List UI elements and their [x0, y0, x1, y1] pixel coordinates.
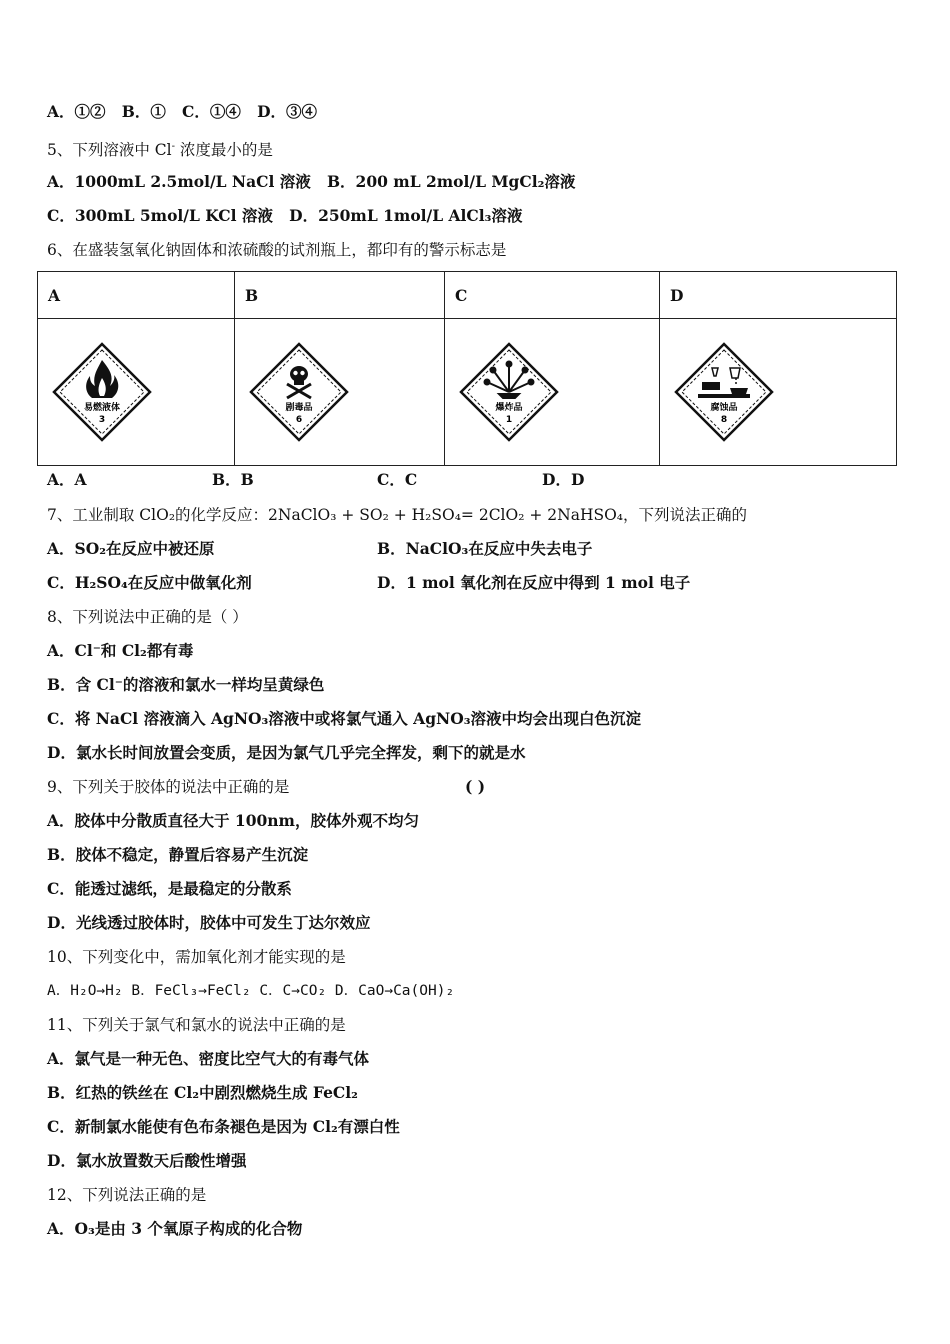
- table-header-b: B: [235, 272, 445, 319]
- q11-option-c: C．新制氯水能使有色布条褪色是因为 Cl₂有漂白性: [47, 1117, 400, 1136]
- table-header-a: A: [38, 272, 235, 319]
- q11-stem: 11、下列关于氯气和氯水的说法中正确的是: [47, 1016, 346, 1034]
- explosive-sign: [459, 342, 559, 442]
- flammable-liquid-sign: [52, 342, 152, 442]
- q10-options: A．H₂O→H₂ B．FeCl₃→FeCl₂ C．C→CO₂ D．CaO→Ca(OH)₂: [47, 983, 455, 999]
- q5-options-cd: [47, 206, 522, 226]
- q7-option-b: B．NaClO₃在反应中失去电子: [377, 539, 593, 558]
- q6-options: [47, 470, 707, 490]
- q8-option-c: C．将 NaCl 溶液滴入 AgNO₃溶液中或将氯气通入 AgNO₃溶液中均会出现白色沉淀: [47, 709, 642, 728]
- toxic-sign: [249, 342, 349, 442]
- warning-sign-table: [37, 271, 897, 466]
- q9-option-d: D．光线透过胶体时，胶体中可发生丁达尔效应: [47, 913, 371, 932]
- q5-option-d: D．250mL 1mol/L AlCl₃溶液: [289, 206, 523, 225]
- q5-stem-pre: 5、下列溶液中 Cl: [47, 141, 172, 160]
- q4-options: [47, 102, 317, 122]
- q4-option-a: A．①②: [47, 102, 106, 121]
- q5-option-b: B．200 mL 2mol/L MgCl₂溶液: [326, 172, 576, 191]
- q8-option-a: A．Cl⁻和 Cl₂都有毒: [47, 641, 194, 660]
- q10-stem: 10、下列变化中，需加氧化剂才能实现的是: [47, 948, 346, 966]
- sign-label: 易燃液体: [83, 403, 121, 413]
- q12-option-a: A．O₃是由 3 个氧原子构成的化合物: [47, 1219, 303, 1238]
- q4-option-d: D．③④: [257, 102, 318, 121]
- sign-number: 8: [720, 415, 728, 425]
- sign-cell-d: [660, 319, 897, 466]
- q7-stem: 7、工业制取 ClO₂的化学反应：2NaClO₃ + SO₂ + H₂SO₄= 2ClO₂ + 2NaHSO₄，下列说法正确的: [47, 506, 747, 524]
- q8-option-d: D．氯水长时间放置会变质，是因为氯气几乎完全挥发，剩下的就是水: [47, 743, 526, 762]
- q6-option-c: C．C: [377, 470, 418, 489]
- q6-stem: 6、在盛装氢氧化钠固体和浓硫酸的试剂瓶上，都印有的警示标志是: [47, 241, 507, 259]
- q4-option-b: B．①: [121, 102, 166, 121]
- q6-option-d: D．D: [542, 470, 585, 489]
- q12-stem: 12、下列说法正确的是: [47, 1186, 207, 1204]
- sign-cell-c: [445, 319, 660, 466]
- q9-option-b: B．胶体不稳定，静置后容易产生沉淀: [47, 845, 309, 864]
- q6-option-b: B．B: [212, 470, 254, 489]
- q11-option-b: B．红热的铁丝在 Cl₂中剧烈燃烧生成 FeCl₂: [47, 1083, 358, 1102]
- sign-cell-a: [38, 319, 235, 466]
- q8-option-b: B．含 Cl⁻的溶液和氯水一样均呈黄绿色: [47, 675, 325, 694]
- sign-label: 剧毒品: [285, 403, 313, 413]
- q5-options-ab: [47, 172, 575, 192]
- q5-option-c: C．300mL 5mol/L KCl 溶液: [47, 206, 273, 225]
- q9-option-c: C．能透过滤纸，是最稳定的分散系: [47, 879, 292, 898]
- sign-label: 腐蚀品: [710, 403, 738, 413]
- q5-stem-sup: -: [171, 141, 175, 152]
- q7-option-c: C．H₂SO₄在反应中做氧化剂: [47, 573, 252, 592]
- sign-cell-b: [235, 319, 445, 466]
- q5-option-a: A．1000mL 2.5mol/L NaCl 溶液: [47, 172, 311, 191]
- q9-option-a: A．胶体中分散质直径大于 100nm，胶体外观不均匀: [47, 811, 419, 830]
- q5-stem-post: 浓度最小的是: [175, 141, 273, 160]
- sign-label: 爆炸品: [495, 403, 523, 413]
- table-header-c: C: [445, 272, 660, 319]
- q5-stem: [47, 137, 273, 160]
- q11-option-d: D．氯水放置数天后酸性增强: [47, 1151, 247, 1170]
- sign-number: 1: [505, 415, 513, 425]
- q9-answer-paren: ( ): [465, 777, 486, 796]
- sign-number: 6: [295, 415, 303, 425]
- q9-stem: 9、下列关于胶体的说法中正确的是: [47, 778, 290, 796]
- q11-option-a: A．氯气是一种无色、密度比空气大的有毒气体: [47, 1049, 370, 1068]
- q6-option-a: A．A: [47, 470, 87, 489]
- q7-option-a: A．SO₂在反应中被还原: [47, 539, 215, 558]
- q8-stem: 8、下列说法中正确的是（ ）: [47, 608, 248, 626]
- corrosive-sign: [674, 342, 774, 442]
- sign-number: 3: [98, 415, 106, 425]
- q4-option-c: C．①④: [182, 102, 241, 121]
- table-header-d: D: [660, 272, 897, 319]
- q7-option-d: D．1 mol 氧化剂在反应中得到 1 mol 电子: [377, 573, 691, 592]
